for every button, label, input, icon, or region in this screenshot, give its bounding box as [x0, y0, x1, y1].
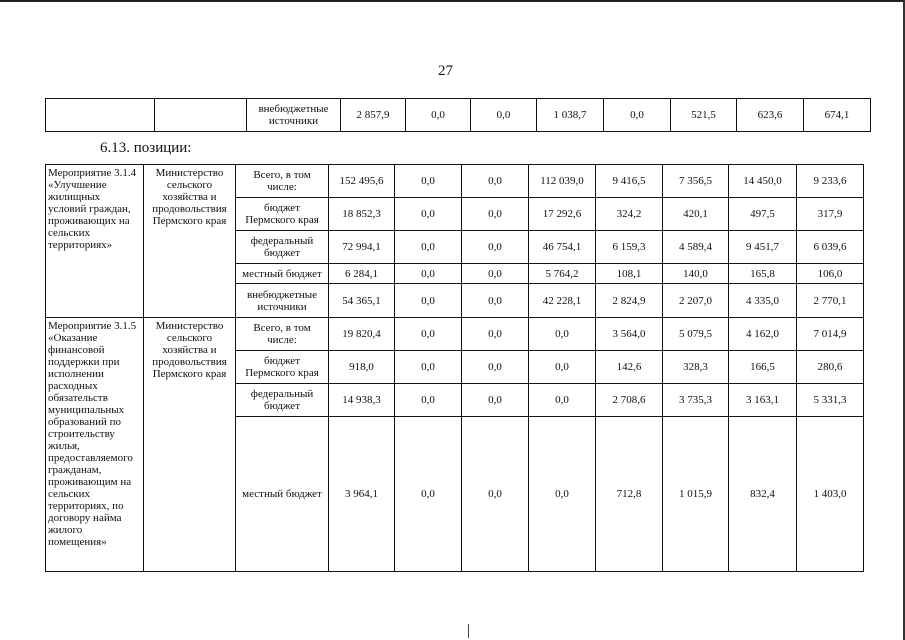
empty-cell — [155, 99, 247, 132]
scan-mark — [468, 624, 469, 638]
value-cell: 108,1 — [596, 264, 663, 284]
value-cell: 14 450,0 — [729, 165, 797, 198]
value-cell: 0,0 — [529, 351, 596, 384]
value-cell: 2 207,0 — [663, 284, 729, 318]
value-cell: 2 770,1 — [797, 284, 864, 318]
value-cell: 152 495,6 — [329, 165, 395, 198]
value-cell: 9 451,7 — [729, 231, 797, 264]
value-cell: 142,6 — [596, 351, 663, 384]
value-cell: 0,0 — [395, 165, 462, 198]
funding-source: внебюджетные источники — [247, 99, 341, 132]
value-cell: 18 852,3 — [329, 198, 395, 231]
value-cell: 623,6 — [737, 99, 804, 132]
value-cell: 2 824,9 — [596, 284, 663, 318]
funding-source: местный бюджет — [236, 264, 329, 284]
value-cell: 5 079,5 — [663, 318, 729, 351]
table-row — [46, 99, 871, 132]
value-cell: 0,0 — [462, 318, 529, 351]
value-cell: 9 233,6 — [797, 165, 864, 198]
continuation-table — [45, 98, 871, 132]
funding-source: бюджет Пермского края — [236, 198, 329, 231]
value-cell: 17 292,6 — [529, 198, 596, 231]
value-cell: 317,9 — [797, 198, 864, 231]
value-cell: 328,3 — [663, 351, 729, 384]
value-cell: 0,0 — [604, 99, 671, 132]
value-cell: 7 356,5 — [663, 165, 729, 198]
value-cell: 0,0 — [406, 99, 471, 132]
funding-source: Всего, в том числе: — [236, 165, 329, 198]
value-cell: 521,5 — [671, 99, 737, 132]
table-row — [46, 165, 864, 198]
page-number: 27 — [438, 63, 453, 79]
value-cell: 0,0 — [529, 318, 596, 351]
value-cell: 0,0 — [395, 264, 462, 284]
funding-source: Всего, в том числе: — [236, 318, 329, 351]
value-cell: 2 857,9 — [341, 99, 406, 132]
funding-source: местный бюджет — [236, 417, 329, 572]
measure-cell: Мероприятие 3.1.4 «Улучшение жилищных условий граждан, проживающих на сельских территориях» — [46, 165, 144, 318]
value-cell: 0,0 — [395, 318, 462, 351]
value-cell: 0,0 — [529, 384, 596, 417]
ministry-cell: Министерство сельского хозяйства и продовольствия Пермского края — [144, 165, 236, 318]
value-cell: 3 735,3 — [663, 384, 729, 417]
value-cell: 0,0 — [395, 351, 462, 384]
value-cell: 3 964,1 — [329, 417, 395, 572]
value-cell: 0,0 — [395, 384, 462, 417]
value-cell: 14 938,3 — [329, 384, 395, 417]
value-cell: 280,6 — [797, 351, 864, 384]
value-cell: 6 039,6 — [797, 231, 864, 264]
value-cell: 0,0 — [462, 417, 529, 572]
value-cell: 0,0 — [462, 165, 529, 198]
value-cell: 918,0 — [329, 351, 395, 384]
value-cell: 54 365,1 — [329, 284, 395, 318]
value-cell: 4 162,0 — [729, 318, 797, 351]
value-cell: 1 403,0 — [797, 417, 864, 572]
value-cell: 324,2 — [596, 198, 663, 231]
value-cell: 712,8 — [596, 417, 663, 572]
funding-source: федеральный бюджет — [236, 231, 329, 264]
value-cell: 72 994,1 — [329, 231, 395, 264]
value-cell: 46 754,1 — [529, 231, 596, 264]
value-cell: 19 820,4 — [329, 318, 395, 351]
value-cell: 140,0 — [663, 264, 729, 284]
value-cell: 0,0 — [395, 417, 462, 572]
ministry-cell: Министерство сельского хозяйства и продовольствия Пермского края — [144, 318, 236, 572]
funding-source: бюджет Пермского края — [236, 351, 329, 384]
value-cell: 6 159,3 — [596, 231, 663, 264]
value-cell: 3 163,1 — [729, 384, 797, 417]
value-cell: 0,0 — [529, 417, 596, 572]
value-cell: 4 589,4 — [663, 231, 729, 264]
value-cell: 5 331,3 — [797, 384, 864, 417]
value-cell: 0,0 — [462, 231, 529, 264]
value-cell: 0,0 — [462, 384, 529, 417]
value-cell: 7 014,9 — [797, 318, 864, 351]
value-cell: 6 284,1 — [329, 264, 395, 284]
value-cell: 0,0 — [395, 198, 462, 231]
value-cell: 832,4 — [729, 417, 797, 572]
funding-table — [45, 164, 864, 572]
value-cell: 0,0 — [395, 231, 462, 264]
value-cell: 420,1 — [663, 198, 729, 231]
value-cell: 0,0 — [462, 198, 529, 231]
value-cell: 42 228,1 — [529, 284, 596, 318]
scan-border-top — [0, 0, 905, 2]
value-cell: 9 416,5 — [596, 165, 663, 198]
value-cell: 5 764,2 — [529, 264, 596, 284]
value-cell: 497,5 — [729, 198, 797, 231]
value-cell: 106,0 — [797, 264, 864, 284]
value-cell: 2 708,6 — [596, 384, 663, 417]
value-cell: 1 038,7 — [537, 99, 604, 132]
value-cell: 4 335,0 — [729, 284, 797, 318]
value-cell: 1 015,9 — [663, 417, 729, 572]
value-cell: 0,0 — [395, 284, 462, 318]
value-cell: 0,0 — [462, 284, 529, 318]
value-cell: 0,0 — [462, 351, 529, 384]
value-cell: 3 564,0 — [596, 318, 663, 351]
funding-source: федеральный бюджет — [236, 384, 329, 417]
value-cell: 166,5 — [729, 351, 797, 384]
funding-source: внебюджетные источники — [236, 284, 329, 318]
section-title: 6.13. позиции: — [100, 140, 192, 156]
value-cell: 674,1 — [804, 99, 871, 132]
value-cell: 0,0 — [471, 99, 537, 132]
value-cell: 0,0 — [462, 264, 529, 284]
table-row — [46, 318, 864, 351]
empty-cell — [46, 99, 155, 132]
value-cell: 165,8 — [729, 264, 797, 284]
value-cell: 112 039,0 — [529, 165, 596, 198]
measure-cell: Мероприятие 3.1.5 «Оказание финансовой поддержки при исполнении расходных обязательств муниципальных образований по строительству жилья, предоставляемого гражданам, проживающим на сельских территориях, по договору найма жилого помещения» — [46, 318, 144, 572]
